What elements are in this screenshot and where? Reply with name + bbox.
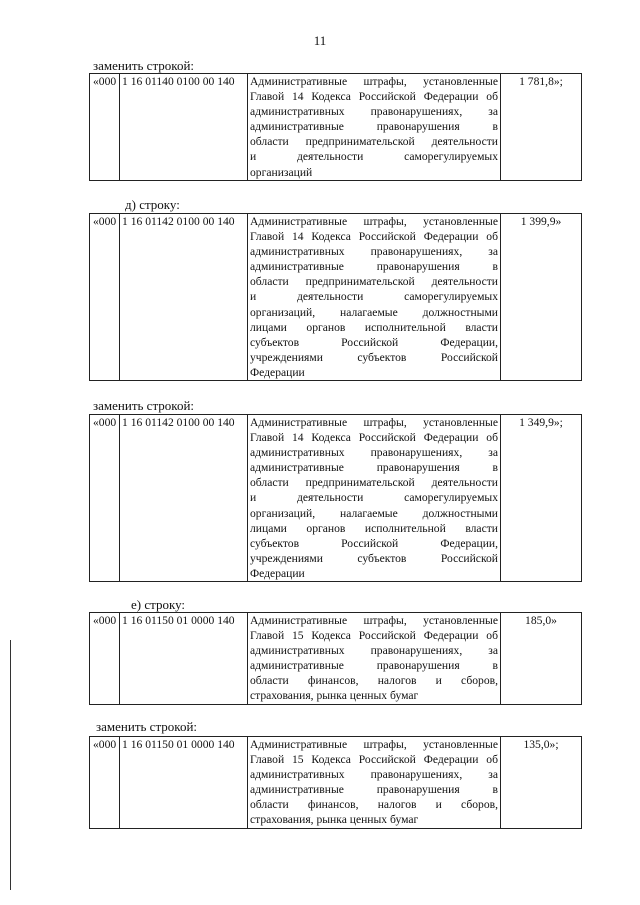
description-line: Административные штрафы, установленные <box>250 614 498 627</box>
description-line: Административные штрафы, установленные <box>250 738 498 751</box>
description-line: Главой 14 Кодекса Российской Федерации об <box>250 230 498 244</box>
row-description <box>248 613 501 705</box>
row-prefix: «000 <box>90 214 120 381</box>
description-line: Административные штрафы, установленные <box>250 416 498 429</box>
row-amount: 1 399,9» <box>501 214 582 381</box>
description-line: Главой 14 Кодекса Российской Федерации об <box>250 431 498 445</box>
row-description <box>248 737 501 829</box>
description-line: административных правонарушениях, за <box>250 768 498 782</box>
row-description <box>248 415 501 582</box>
row-prefix: «000 <box>90 74 120 181</box>
description-line: и деятельности саморегулируемых <box>250 150 498 164</box>
block-caption: заменить строкой: <box>96 719 198 734</box>
row-amount: 185,0» <box>501 613 582 705</box>
table-row <box>90 214 582 381</box>
row-amount: 1 349,9»; <box>501 415 582 582</box>
row-prefix: «000 <box>90 737 120 829</box>
row-amount: 135,0»; <box>501 737 582 829</box>
description-line: административные правонарушения в <box>250 461 498 475</box>
budget-code: 1 16 01150 01 0000 140 <box>120 737 248 829</box>
description-line: административных правонарушениях, за <box>250 105 498 119</box>
table-row <box>90 613 582 705</box>
description-line: учреждениями субъектов Российской <box>250 350 498 364</box>
table-row <box>90 74 582 181</box>
description-line: и деятельности саморегулируемых <box>250 491 498 505</box>
description-line: организаций <box>250 165 313 179</box>
budget-code: 1 16 01140 0100 00 140 <box>120 74 248 181</box>
description-line: организаций, налагаемые должностными <box>250 305 498 319</box>
budget-code: 1 16 01150 01 0000 140 <box>120 613 248 705</box>
description-line: Главой 14 Кодекса Российской Федерации об <box>250 90 498 104</box>
description-line: Главой 15 Кодекса Российской Федерации об <box>250 629 498 643</box>
description-line: области финансов, налогов и сборов, <box>250 798 498 812</box>
row-amount: 1 781,8»; <box>501 74 582 181</box>
description-line: страхования, рынка ценных бумаг <box>250 813 419 827</box>
description-line: субъектов Российской Федерации, <box>250 536 498 550</box>
block-caption: е) строку: <box>131 597 186 612</box>
block-caption: д) строку: <box>125 197 180 212</box>
table-row <box>90 415 582 582</box>
description-line: административные правонарушения в <box>250 260 498 274</box>
description-line: административные правонарушения в <box>250 120 498 134</box>
description-line: лицами органов исполнительной власти <box>250 320 498 334</box>
amendment-table <box>89 213 582 381</box>
description-line: Федерации <box>250 365 305 379</box>
description-line: административные правонарушения в <box>250 783 498 797</box>
table-row <box>90 737 582 829</box>
description-line: страхования, рынка ценных бумаг <box>250 689 419 703</box>
block-caption: заменить строкой: <box>93 58 195 73</box>
budget-code: 1 16 01142 0100 00 140 <box>120 214 248 381</box>
amendment-table <box>89 736 582 829</box>
description-line: организаций, налагаемые должностными <box>250 506 498 520</box>
description-line: Федерации <box>250 566 305 580</box>
page-number: 11 <box>313 33 327 48</box>
description-line: лицами органов исполнительной власти <box>250 521 498 535</box>
description-line: Административные штрафы, установленные <box>250 75 498 88</box>
budget-code: 1 16 01142 0100 00 140 <box>120 415 248 582</box>
description-line: административных правонарушениях, за <box>250 245 498 259</box>
description-line: административных правонарушениях, за <box>250 644 498 658</box>
description-line: области финансов, налогов и сборов, <box>250 674 498 688</box>
row-description <box>248 214 501 381</box>
amendment-table <box>89 414 582 582</box>
row-prefix: «000 <box>90 613 120 705</box>
description-line: Административные штрафы, установленные <box>250 215 498 228</box>
amendment-table <box>89 73 582 181</box>
description-line: административные правонарушения в <box>250 659 498 673</box>
description-line: субъектов Российской Федерации, <box>250 335 498 349</box>
description-line: учреждениями субъектов Российской <box>250 551 498 565</box>
row-description <box>248 74 501 181</box>
amendment-table <box>89 612 582 705</box>
margin-line <box>10 640 11 890</box>
description-line: административных правонарушениях, за <box>250 446 498 460</box>
description-line: области предпринимательской деятельности <box>250 476 498 490</box>
description-line: и деятельности саморегулируемых <box>250 290 498 304</box>
description-line: Главой 15 Кодекса Российской Федерации об <box>250 753 498 767</box>
block-caption: заменить строкой: <box>93 398 195 413</box>
row-prefix: «000 <box>90 415 120 582</box>
description-line: области предпринимательской деятельности <box>250 135 498 149</box>
description-line: области предпринимательской деятельности <box>250 275 498 289</box>
